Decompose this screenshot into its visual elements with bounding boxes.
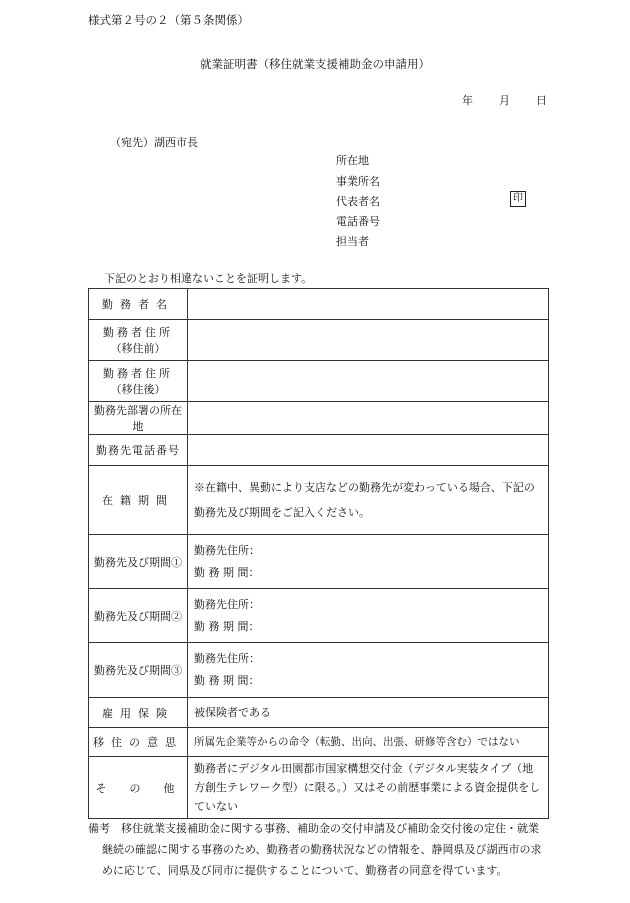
intent-value: 所属先企業等からの命令（転勤、出向、出張、研修等含む）ではない [194,736,520,748]
address-before-label [89,320,188,361]
seal-mark: 印 [510,191,526,207]
certification-statement: 下記のとおり相違ないことを証明します。 [104,272,313,285]
insurance-value: 被保険者である [194,705,271,719]
tenure-note-line-2: 勤務先及び期間をご記入ください。 [194,506,370,519]
period-3-label: 勤務先及び期間③ [89,643,188,698]
other-label: そ の 他 [89,757,188,819]
tenure-note-line-1: ※在籍中、異動により支店などの勤務先が変わっている場合、下記の [194,481,535,494]
sender-address-label: 所在地 [336,154,369,167]
period-2-field[interactable] [188,589,549,643]
row-worker-name [89,289,549,320]
workplace-address-label: 勤務先住所： [194,652,260,665]
work-period-label: 勤 務 期 間： [194,565,260,579]
row-address-after [89,361,549,402]
row-period-2 [89,589,549,643]
after-label: （移住後） [110,383,166,396]
sender-representative-label: 代表者名 [336,195,380,208]
period-2-label: 勤務先及び期間② [89,589,188,643]
row-tenure [89,466,549,535]
workplace-address-label: 勤務先住所： [194,597,260,611]
remarks-line-3: めに応じて、同県及び同市に提供することについて、勤務者の同意を得ています。 [102,864,508,877]
remarks-line-2: 継続の確認に関する事務のため、勤務者の勤務状況などの情報を、静岡県及び湖西市の求 [102,843,542,856]
address-label: 勤務者住所 [103,326,173,339]
worker-name-field[interactable] [188,289,549,320]
period-1-field[interactable] [188,535,549,589]
worker-name-label: 勤務者名 [89,289,188,320]
before-label: （移住前） [110,342,166,355]
insurance-label: 雇用保険 [89,698,188,728]
row-period-1 [89,535,549,589]
row-address-before [89,320,549,361]
remarks [88,818,558,881]
date-line [462,92,547,108]
remarks-line-1: 移住就業支援補助金に関する事務、補助金の交付申請及び補助金交付後の定住・就業 [121,822,539,835]
address-before-field[interactable] [188,320,549,361]
row-other [89,757,549,819]
insurance-field [188,698,549,728]
dept-location-label: 勤務先部署の所在地 [89,402,188,435]
address-after-label [89,361,188,402]
document-title: 就業証明書（移住就業支援補助金の申請用） [200,57,430,71]
form-number: 様式第２号の２（第５条関係） [88,13,249,27]
date-day: 日 [536,94,547,107]
row-work-phone [89,435,549,466]
work-period-label: 勤 務 期 間： [194,619,260,633]
sender-business-label: 事業所名 [336,175,380,188]
work-phone-label: 勤務先電話番号 [89,435,188,466]
row-period-3 [89,643,549,698]
other-value: 勤務者にデジタル田園都市国家構想交付金（デジタル実装タイプ（地方創生テレワーク型）に限る。）又はその前歴事業による資金提供をしていない [194,762,541,813]
intent-label: 移住の意思 [89,728,188,757]
address-after-field[interactable] [188,361,549,402]
other-field [188,757,549,819]
sender-contact-label: 担当者 [336,235,369,248]
period-1-label: 勤務先及び期間① [89,535,188,589]
row-intent [89,728,549,757]
work-period-label: 勤 務 期 間： [194,674,260,687]
work-phone-field[interactable] [188,435,549,466]
dept-location-field[interactable] [188,402,549,435]
tenure-field[interactable] [188,466,549,535]
row-dept-location [89,402,549,435]
date-year: 年 [462,94,473,107]
address-label: 勤務者住所 [103,367,173,380]
remarks-label: 備考 [88,822,110,835]
intent-field [188,728,549,757]
certificate-table [88,288,549,819]
sender-phone-label: 電話番号 [336,215,380,228]
date-month: 月 [499,94,510,107]
row-insurance [89,698,549,728]
workplace-address-label: 勤務先住所： [194,543,260,557]
period-3-field[interactable] [188,643,549,698]
addressee: （宛先）湖西市長 [110,136,198,149]
tenure-label: 在籍期間 [89,466,188,535]
